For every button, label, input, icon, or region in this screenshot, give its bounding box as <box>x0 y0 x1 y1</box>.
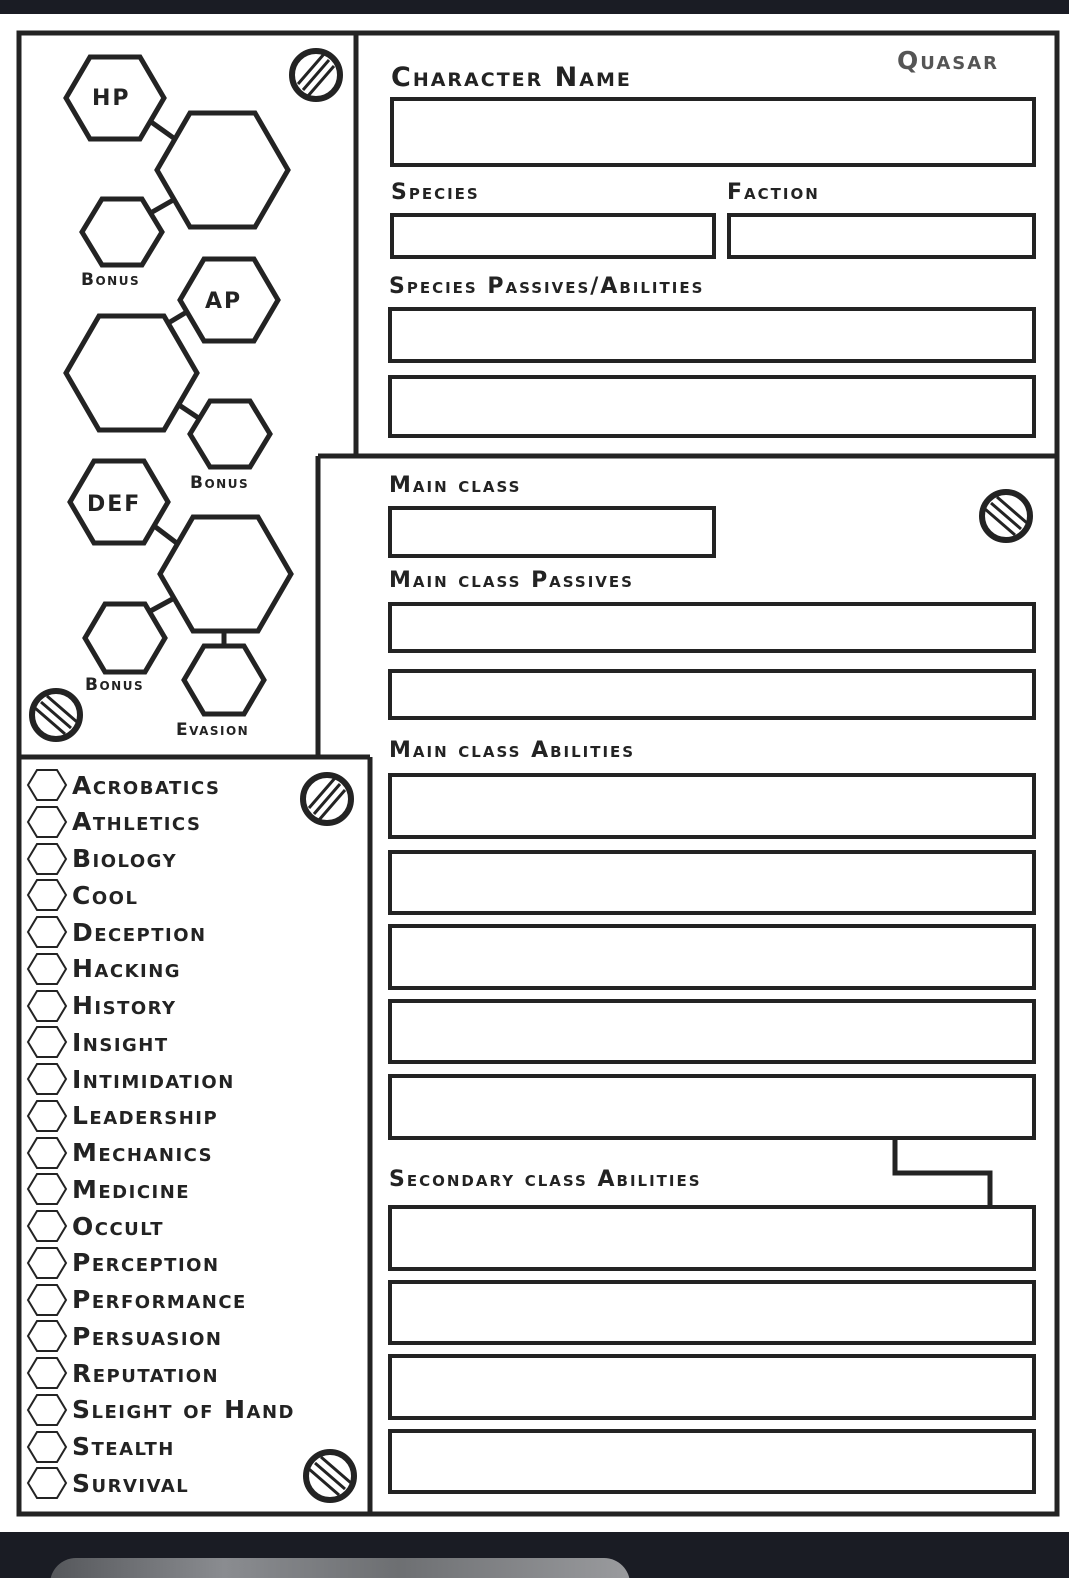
main-class-passive-field[interactable] <box>388 602 1036 653</box>
skill-proficiency-hex[interactable] <box>26 1062 68 1096</box>
main-class-passive-field[interactable] <box>388 669 1036 720</box>
skill-proficiency-hex[interactable] <box>26 1025 68 1059</box>
skill-proficiency-hex[interactable] <box>26 1430 68 1464</box>
skill-proficiency-hex[interactable] <box>26 1099 68 1133</box>
skill-row <box>26 1392 295 1428</box>
skill-proficiency-hex[interactable] <box>26 1283 68 1317</box>
skill-proficiency-hex[interactable] <box>26 805 68 839</box>
skill-proficiency-hex[interactable] <box>26 1319 68 1353</box>
skill-proficiency-hex[interactable] <box>26 1393 68 1427</box>
skill-proficiency-hex[interactable] <box>26 1466 68 1500</box>
skill-label: Performance <box>72 1285 247 1314</box>
main-class-ability-field[interactable] <box>388 773 1036 839</box>
screw-icon <box>982 492 1030 540</box>
skill-row <box>26 841 177 877</box>
species-passive-field[interactable] <box>388 307 1036 363</box>
skill-row <box>26 1098 218 1134</box>
skill-label: Sleight of Hand <box>72 1395 295 1425</box>
skill-label: Athletics <box>72 807 202 837</box>
character-name-label: Character Name <box>391 62 632 93</box>
skill-label: Insight <box>72 1027 169 1057</box>
skill-row <box>26 1355 219 1391</box>
skill-row <box>26 1282 247 1318</box>
screw-icon <box>32 691 80 739</box>
skill-label: Acrobatics <box>72 770 221 800</box>
hp-bonus-hex <box>82 199 162 265</box>
def-label: DEF <box>87 492 142 517</box>
main-class-ability-field[interactable] <box>388 924 1036 990</box>
skill-proficiency-hex[interactable] <box>26 768 68 802</box>
character-name-field[interactable] <box>390 97 1036 167</box>
species-field[interactable] <box>390 213 716 259</box>
ap-bonus-hex <box>190 401 270 467</box>
skill-proficiency-hex[interactable] <box>26 915 68 949</box>
skill-proficiency-hex[interactable] <box>26 1209 68 1243</box>
def-bonus-label: Bonus <box>85 675 145 695</box>
species-passives-label: Species Passives/Abilities <box>389 274 705 299</box>
secondary-class-abilities-label: Secondary class Abilities <box>389 1167 702 1192</box>
skill-row <box>26 804 201 840</box>
ap-bonus-label: Bonus <box>190 473 250 493</box>
evasion-label: Evasion <box>176 720 250 740</box>
main-class-abilities-label: Main class Abilities <box>389 738 636 763</box>
skill-label: Cool <box>72 880 139 910</box>
skill-row <box>26 1465 189 1501</box>
screw-icon <box>303 775 351 823</box>
hp-value-hex <box>157 113 288 227</box>
main-class-field[interactable] <box>388 506 716 558</box>
faction-label: Faction <box>727 180 820 205</box>
skill-label: History <box>72 991 177 1020</box>
skill-row <box>26 1135 213 1171</box>
brand-label: Quasar <box>897 46 1000 75</box>
faction-field[interactable] <box>727 213 1036 259</box>
skill-proficiency-hex[interactable] <box>26 842 68 876</box>
skill-row <box>26 877 138 913</box>
skill-label: Survival <box>72 1468 190 1498</box>
skill-row <box>26 1429 175 1465</box>
skill-row <box>26 988 177 1024</box>
def-bonus-hex <box>85 604 165 672</box>
ap-value-hex <box>66 316 197 430</box>
skill-row <box>26 1245 220 1281</box>
skill-row <box>26 767 220 803</box>
skill-proficiency-hex[interactable] <box>26 1172 68 1206</box>
character-sheet <box>0 14 1069 1532</box>
skill-label: Stealth <box>72 1432 175 1461</box>
secondary-class-ability-field[interactable] <box>388 1280 1036 1345</box>
skill-proficiency-hex[interactable] <box>26 1246 68 1280</box>
def-value-hex <box>160 517 291 631</box>
screw-icon <box>292 51 340 99</box>
hp-label: HP <box>92 86 131 111</box>
skill-row <box>26 1024 169 1060</box>
bottom-bar <box>0 1532 1069 1578</box>
skill-label: Medicine <box>72 1174 191 1204</box>
skill-label: Occult <box>72 1211 165 1241</box>
screw-icon <box>306 1452 354 1500</box>
skill-row <box>26 1171 190 1207</box>
skill-label: Perception <box>72 1248 220 1278</box>
main-class-label: Main class <box>389 473 522 498</box>
skill-row <box>26 951 181 987</box>
skill-label: Persuasion <box>72 1321 223 1351</box>
skill-row <box>26 914 207 950</box>
skill-label: Intimidation <box>72 1064 235 1094</box>
skill-row <box>26 1318 222 1354</box>
evasion-hex <box>184 646 264 714</box>
secondary-class-ability-field[interactable] <box>388 1205 1036 1271</box>
skill-label: Deception <box>72 917 207 947</box>
top-bar <box>0 0 1069 14</box>
skill-proficiency-hex[interactable] <box>26 1356 68 1390</box>
skill-proficiency-hex[interactable] <box>26 1136 68 1170</box>
skill-row <box>26 1061 235 1097</box>
skill-label: Reputation <box>72 1358 220 1388</box>
skill-proficiency-hex[interactable] <box>26 878 68 912</box>
species-label: Species <box>391 180 480 205</box>
skill-label: Leadership <box>72 1101 219 1131</box>
main-class-ability-field[interactable] <box>388 850 1036 915</box>
ap-label: AP <box>205 289 243 314</box>
skill-proficiency-hex[interactable] <box>26 989 68 1023</box>
secondary-class-ability-field[interactable] <box>388 1429 1036 1494</box>
skill-proficiency-hex[interactable] <box>26 952 68 986</box>
skill-label: Hacking <box>72 954 182 984</box>
main-class-ability-field[interactable] <box>388 999 1036 1064</box>
secondary-class-ability-field[interactable] <box>388 1354 1036 1420</box>
skill-label: Biology <box>72 844 178 873</box>
main-class-ability-field[interactable] <box>388 1074 1036 1140</box>
main-class-passives-label: Main class Passives <box>389 568 634 593</box>
hp-bonus-label: Bonus <box>81 270 141 290</box>
photo-thumbnail <box>50 1558 630 1578</box>
skill-label: Mechanics <box>72 1138 214 1167</box>
skill-row <box>26 1208 164 1244</box>
species-passive-field[interactable] <box>388 375 1036 438</box>
